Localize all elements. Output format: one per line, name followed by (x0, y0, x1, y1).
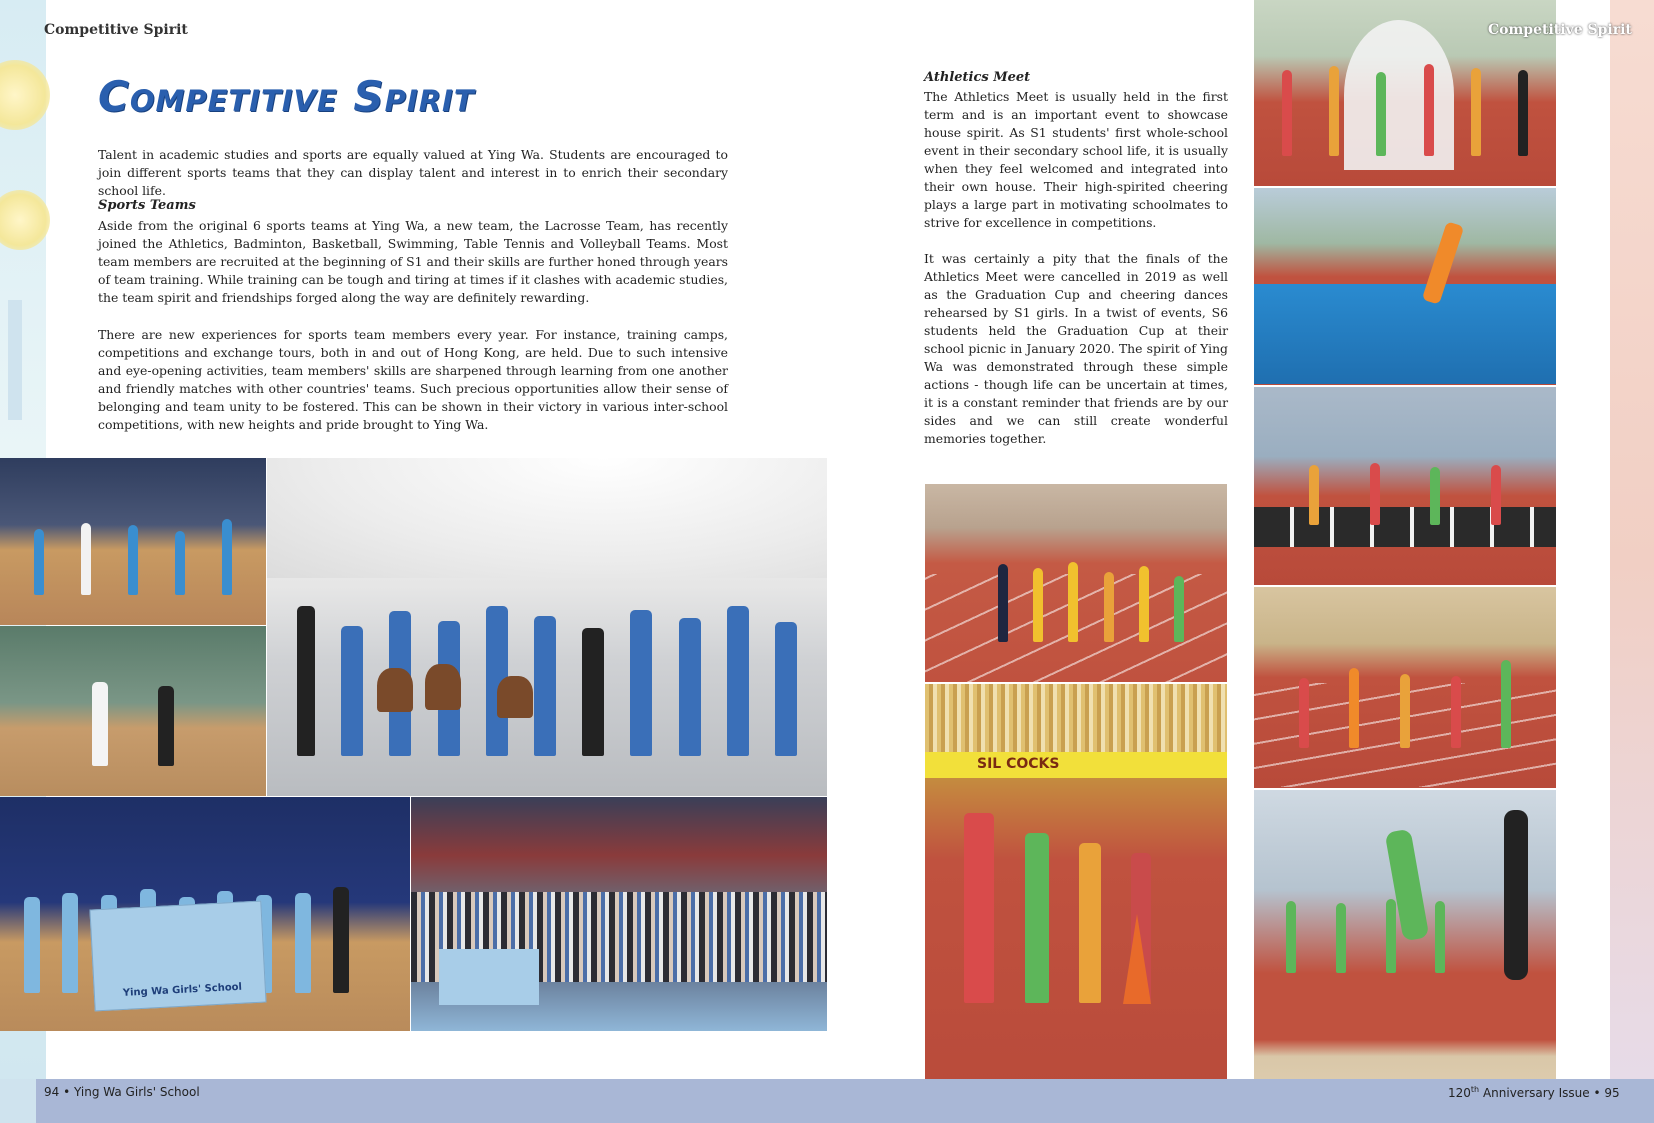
footer-bullet: • (1593, 1086, 1601, 1100)
basketball-team-banner-photo (0, 797, 410, 1031)
school-banner (89, 901, 266, 1012)
footer-school-name: Ying Wa Girls' School (74, 1085, 200, 1099)
athletics-paragraph-1: The Athletics Meet is usually held in the first term and is an important event to showcase house spirit. As S1 students' first whole-school event in their secondary school life, it is usually when they feel welcomed and integrated into their own house. Their high-spirited cheering plays a large part in motivating schoolmates to strive for excellence in competitions. (924, 89, 1228, 230)
shield-trophy (425, 664, 461, 710)
team-with-trophies-photo (267, 458, 827, 796)
issue-suffix: th (1470, 1085, 1480, 1094)
traffic-cone (1123, 914, 1151, 1004)
right-decorative-border (1610, 0, 1654, 1123)
official (1504, 810, 1528, 980)
issue-text: Anniversary Issue (1482, 1086, 1590, 1100)
footer-bullet: • (63, 1085, 71, 1099)
basketball-game-photo (0, 458, 266, 625)
page-number-left: 94 (44, 1085, 60, 1099)
sports-teams-paragraph-2: There are new experiences for sports team members every year. For instance, training camps, competitions and exchange tours, both in and out of Hong Kong, are held. Due to such intensive and eye-opening activities, team members' skills are sharpened through learning from one another and friendly matches with other countries' teams. Such precious opportunities allow their sense of belonging and team unity to be fostered. This can be shown in their victory in various inter-school competitions, with new heights and pride brought to Ying Wa. (98, 327, 728, 432)
sports-teams-paragraph-1: Aside from the original 6 sports teams at Ying Wa, a new team, the Lacrosse Team, has recently joined the Athletics, Badminton, Basketball, Swimming, Table Tennis and Volleyball Teams. Most team members are recruited at the beginning of S1 and their skills are further honed through years of team training. While training can be tough and tiring at times if it clashes with academic studies, the team spirit and friendships forged along the way are definitely rewarding. (98, 218, 728, 305)
issue-number: 120 (1448, 1086, 1471, 1100)
banner-caption: Ying Wa Girls' School (122, 981, 243, 999)
page-number-right: 95 (1604, 1086, 1620, 1100)
athletics-meet-heading: Athletics Meet (924, 70, 1031, 85)
sprint-photo (1254, 587, 1556, 788)
flower-decoration (0, 60, 50, 130)
footer-bar (0, 1079, 1654, 1123)
long-jump-photo (1254, 790, 1556, 1123)
stand-sign: SIL COCKS (977, 756, 1060, 772)
shield-trophy (497, 676, 533, 718)
high-jump-photo (1254, 188, 1556, 385)
page-title: Competitive Spirit (98, 72, 475, 121)
sports-teams-heading: Sports Teams (98, 198, 196, 213)
stadium-crowd-photo (411, 797, 827, 1031)
hurdles-photo (1254, 387, 1556, 585)
flower-decoration (0, 190, 50, 250)
basketball-dribble-photo (0, 626, 266, 796)
shield-trophy (377, 668, 413, 712)
footer-right (1448, 1085, 1620, 1100)
running-head-right: Competitive Spirit (1488, 22, 1632, 38)
intro-paragraph: Talent in academic studies and sports are equally valued at Ying Wa. Students are encouraged to join different sports teams that they can display talent and interest in to enrich their secondary school life. (98, 147, 728, 198)
athletics-paragraph-2: It was certainly a pity that the finals of the Athletics Meet were cancelled in 2019 as well as the Graduation Cup and cheering dances rehearsed by S1 girls. In a twist of events, S6 students held the Graduation Cup at their school picnic in January 2020. The spirit of Ying Wa was demonstrated through these simple actions - though life can be uncertain at times, it is a constant reminder that friends are by our sides and we can still create wonderful memories together. (924, 251, 1228, 446)
stripe-decoration (8, 300, 22, 420)
track-running-photo (925, 484, 1227, 682)
footer-accent (0, 1079, 36, 1123)
footer-left (44, 1085, 200, 1099)
high-jump-mat (1254, 284, 1556, 384)
school-banner (439, 949, 539, 1005)
running-head-left: Competitive Spirit (44, 22, 188, 38)
track-race-close-photo (925, 684, 1227, 1123)
